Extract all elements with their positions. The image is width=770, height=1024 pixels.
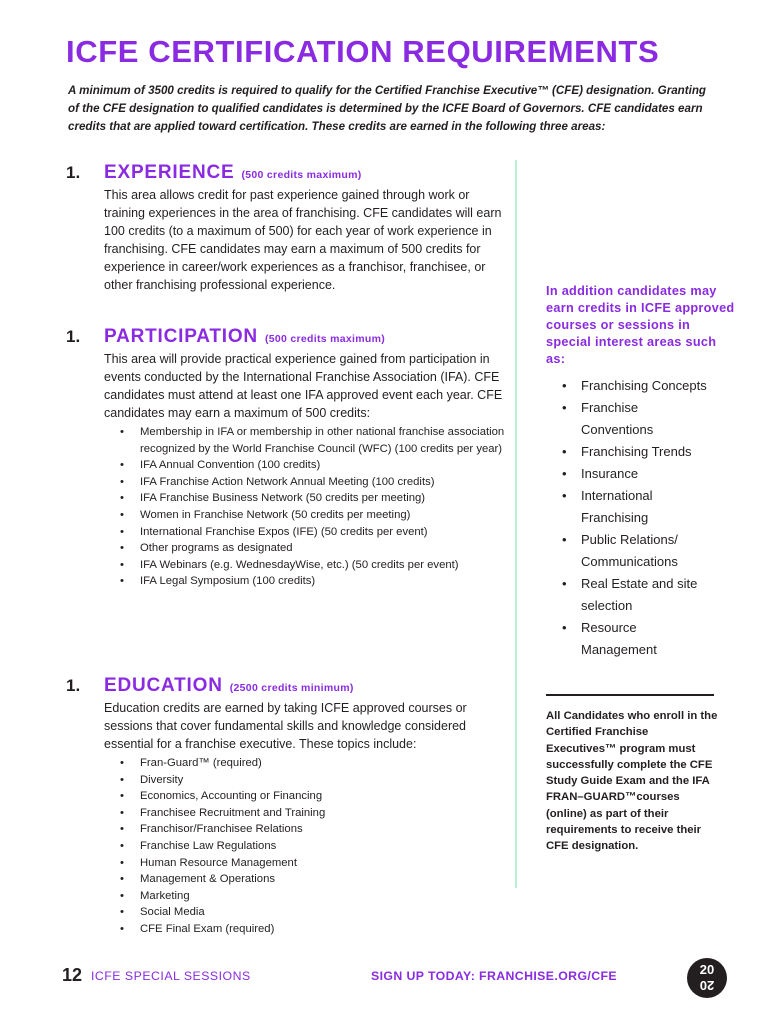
sidebar-item: • Franchising Concepts	[546, 375, 711, 397]
sidebar-list	[546, 375, 736, 661]
section-credit-note: (500 credits maximum)	[264, 333, 386, 345]
sidebar-item: • Public Relations/ Communications	[546, 529, 711, 573]
list-item: • IFA Legal Symposium (100 credits)	[118, 573, 511, 590]
list-item: • International Franchise Expos (IFE) (50 credits per event)	[118, 524, 511, 541]
year-badge-logo	[687, 958, 727, 998]
list-item: • Fran-Guard™ (required)	[118, 755, 511, 772]
list-item: • CFE Final Exam (required)	[118, 921, 511, 938]
section-education	[66, 675, 511, 938]
list-item: • Other programs as designated	[118, 540, 511, 557]
list-item: • Diversity	[118, 772, 511, 789]
section-heading	[66, 162, 511, 184]
sidebar-item: • Real Estate and site selection	[546, 573, 711, 617]
page-title: ICFE CERTIFICATION REQUIREMENTS	[66, 34, 660, 69]
section-heading	[66, 326, 511, 348]
sidebar-item: • Franchising Trends	[546, 441, 721, 463]
sidebar-item: • Resource Management	[546, 617, 711, 661]
sidebar-item: • Insurance	[546, 463, 711, 485]
footer-signup-link[interactable]: SIGN UP TODAY: FRANCHISE.ORG/CFE	[371, 969, 618, 983]
list-item: • Franchise Law Regulations	[118, 838, 511, 855]
page-number: 12	[62, 965, 83, 985]
list-item: • IFA Webinars (e.g. WednesdayWise, etc.) (50 credits per event)	[118, 557, 511, 574]
section-body: This area allows credit for past experience gained through work or training experiences in the area of franchising. CFE candidates will earn 100 credits (to a maximum of 500) for each year of work experience in franchising. CFE candidates may earn a maximum of 500 credits for experience in career/work experiences as a franchisor, franchisee, or other franchising professional experience.	[104, 188, 502, 292]
section-participation	[66, 326, 511, 590]
section-experience	[66, 162, 511, 294]
sidebar-item: • Franchise Conventions	[546, 397, 711, 441]
section-credit-note: (500 credits maximum)	[241, 169, 362, 181]
badge-top-text: 20	[699, 962, 715, 977]
intro-paragraph: A minimum of 3500 credits is required to qualify for the Certified Franchise Executive™ (CFE) designation. Granting of the CFE designation to qualified candidates is determined by the ICFE Board of Governors. CFE candidates earn credits that are applied toward certification. These credits are earned in the following three areas:	[68, 84, 706, 133]
participation-bullet-list	[118, 424, 511, 590]
sidebar-divider	[546, 694, 714, 696]
sidebar-item: • International Franchising	[546, 485, 711, 529]
section-title: PARTICIPATION	[104, 326, 258, 347]
section-number: 1.	[66, 327, 81, 346]
section-heading	[66, 675, 511, 697]
list-item: • Marketing	[118, 888, 511, 905]
footer-section-label: ICFE SPECIAL SESSIONS	[91, 969, 251, 983]
page-footer	[62, 962, 727, 992]
section-title: EDUCATION	[104, 675, 223, 696]
list-item: • Economics, Accounting or Financing	[118, 788, 511, 805]
education-bullet-list	[118, 755, 511, 938]
list-item: • IFA Franchise Business Network (50 credits per meeting)	[118, 490, 511, 507]
list-item: • IFA Franchise Action Network Annual Meeting (100 credits)	[118, 474, 511, 491]
list-item: • Franchisor/Franchisee Relations	[118, 821, 511, 838]
list-item: • Social Media	[118, 904, 511, 921]
sidebar-note: All Candidates who enroll in the Certified Franchise Executives™ program must successfully complete the CFE Study Guide Exam and the IFA FRAN–GUARD™courses (online) as part of their requirements to receive their CFE designation.	[546, 710, 718, 853]
section-number: 1.	[66, 163, 81, 182]
section-title: EXPERIENCE	[104, 162, 235, 183]
column-divider	[515, 160, 517, 888]
section-body: Education credits are earned by taking ICFE approved courses or sessions that cover fundamental skills and knowledge considered essential for a franchise executive. These topics include:	[104, 701, 467, 751]
section-credit-note: (2500 credits minimum)	[229, 682, 354, 694]
list-item: • IFA Annual Convention (100 credits)	[118, 457, 511, 474]
list-item: • Management & Operations	[118, 871, 511, 888]
list-item: • Human Resource Management	[118, 855, 511, 872]
list-item: • Franchisee Recruitment and Training	[118, 805, 511, 822]
section-number: 1.	[66, 676, 81, 695]
section-body: This area will provide practical experience gained from participation in events conducted by the International Franchise Association (IFA). CFE candidates must attend at least one IFA approved event each year. CFE candidates may earn a maximum of 500 credits:	[104, 352, 503, 420]
badge-bottom-text: 20	[699, 978, 715, 993]
list-item: • Membership in IFA or membership in other national franchise association recognized by the World Franchise Council (WFC) (100 credits per year)	[118, 424, 511, 457]
list-item: • Women in Franchise Network (50 credits per meeting)	[118, 507, 511, 524]
sidebar-heading: In addition candidates may earn credits in ICFE approved courses or sessions in special interest areas such as:	[546, 284, 735, 366]
